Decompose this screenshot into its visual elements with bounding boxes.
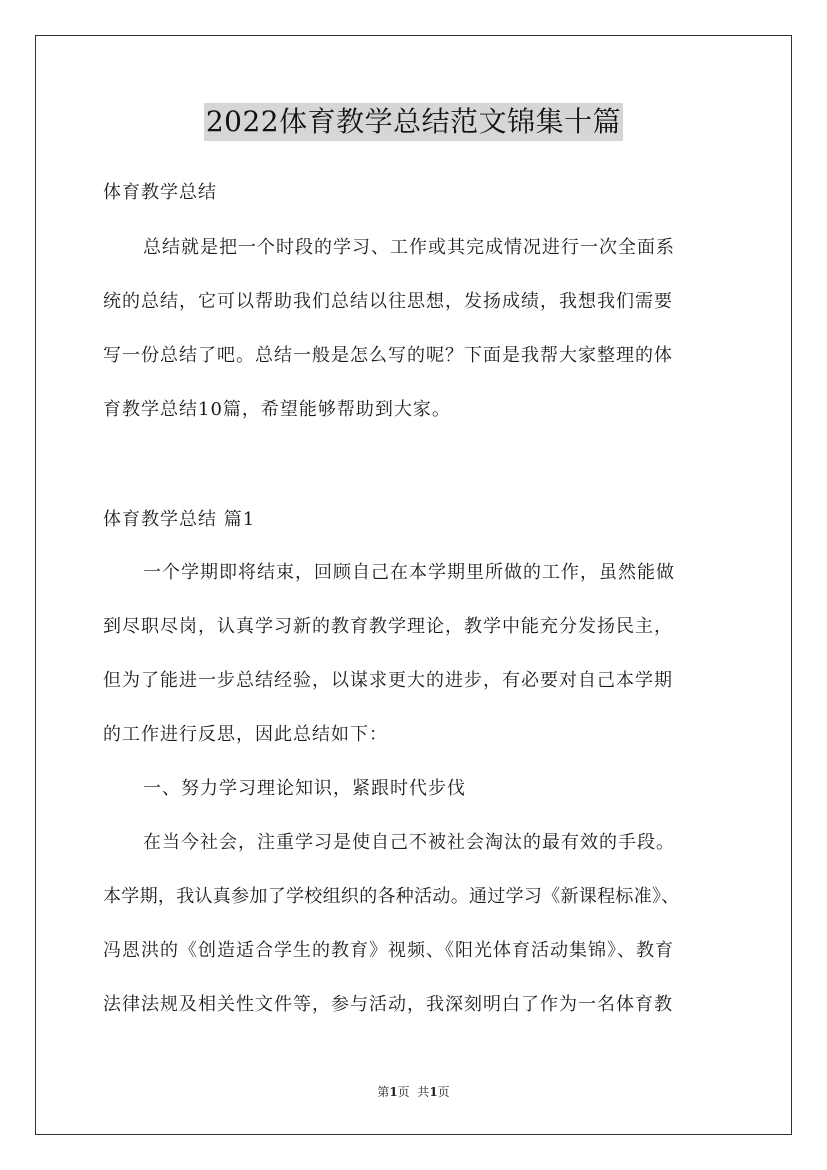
paragraph-line: 但为了能进一步总结经验，以谋求更大的进步，有必要对自己本学期 [103, 670, 673, 691]
footer-mid: 页 共 [397, 1085, 430, 1099]
footer-total-pages: 1 [429, 1085, 438, 1099]
paragraph-line: 写一份总结了吧。总结一般是怎么写的呢？下面是我帮大家整理的体 [103, 345, 673, 366]
paragraph-line: 的工作进行反思，因此总结如下： [103, 724, 388, 745]
paragraph-line: 法律法规及相关性文件等，参与活动，我深刻明白了作为一名体育教 [103, 994, 673, 1015]
paragraph-line: 总结就是把一个时段的学习、工作或其完成情况进行一次全面系 [143, 237, 675, 258]
footer-suffix: 页 [437, 1085, 450, 1099]
paragraph-line: 在当今社会，注重学习是使自己不被社会淘汰的最有效的手段。 [143, 832, 675, 853]
footer-prefix: 第 [377, 1085, 390, 1099]
paragraph-line: 冯恩洪的《创造适合学生的教育》视频、《阳光体育活动集锦》、教育 [103, 940, 674, 961]
paragraph-line: 育教学总结10篇，希望能够帮助到大家。 [103, 399, 451, 420]
footer-page-number: 1 [389, 1085, 398, 1099]
page-footer [0, 1084, 827, 1100]
section-heading: 体育教学总结 篇1 [103, 509, 256, 530]
paragraph-line: 到尽职尽岗，认真学习新的教育教学理论，教学中能充分发扬民主， [103, 616, 673, 637]
title-wrap [0, 103, 827, 141]
document-title: 2022体育教学总结范文锦集十篇 [204, 103, 623, 141]
intro-heading: 体育教学总结 [103, 182, 217, 203]
paragraph-line: 一个学期即将结束，回顾自己在本学期里所做的工作，虽然能做 [143, 562, 675, 583]
subheading: 一、努力学习理论知识，紧跟时代步伐 [143, 778, 466, 799]
paragraph-line: 统的总结，它可以帮助我们总结以往思想，发扬成绩，我想我们需要 [103, 291, 673, 312]
paragraph-line: 本学期，我认真参加了学校组织的各种活动。通过学习《新课程标准》、 [103, 886, 680, 907]
